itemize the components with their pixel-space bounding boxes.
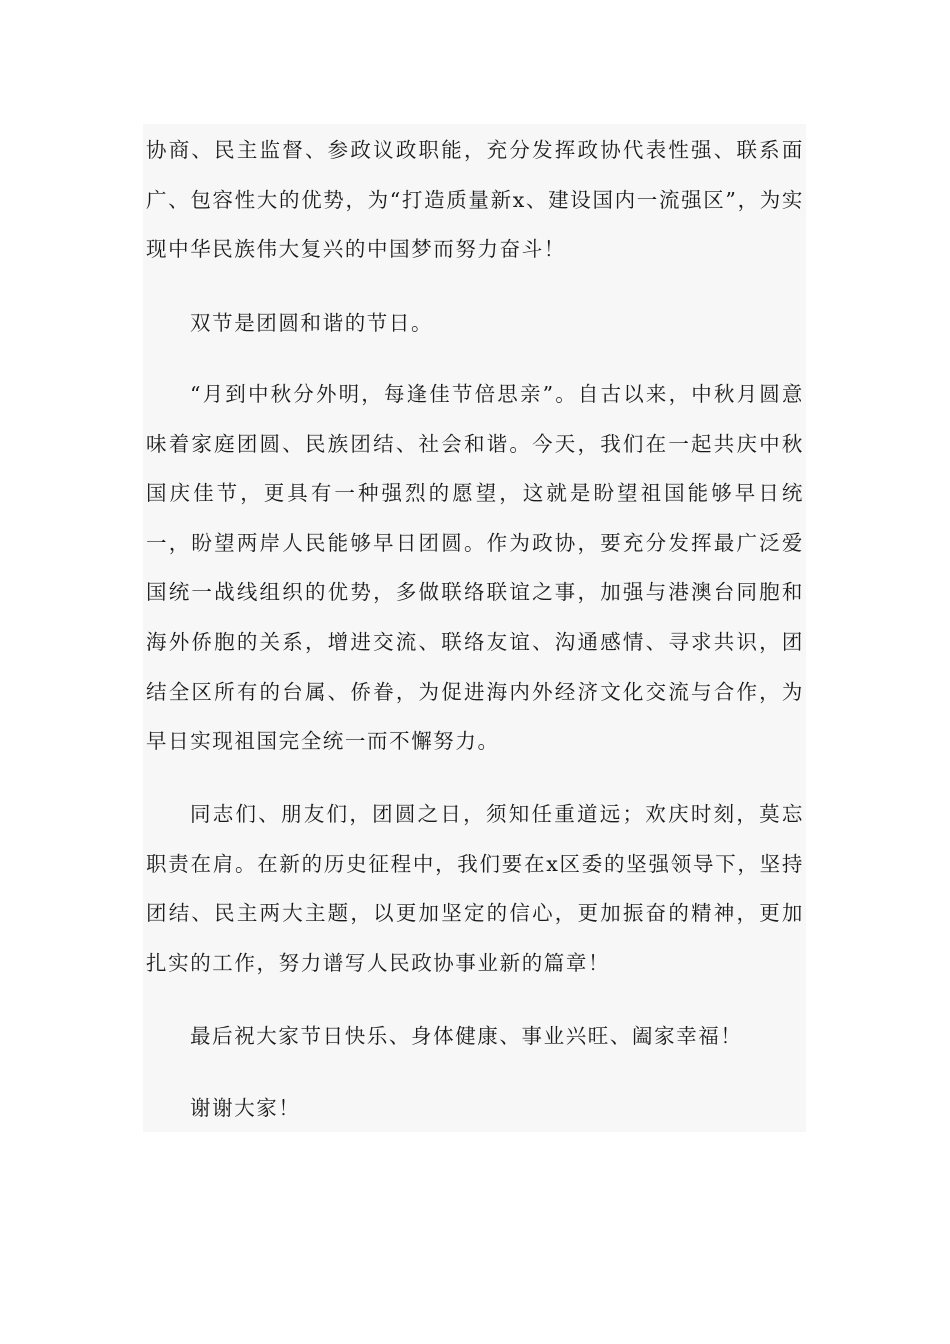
paragraph-mid-autumn: “月到中秋分外明，每逢佳节倍思亲”。自古以来，中秋月圆意味着家庭团圆、民族团结、社会和谐。今天，我们在一起共庆中秋国庆佳节，更具有一种强烈的愿望，这就是盼望祖国能够早日统一，盼望两岸人民能够早日团圆。作为政协，要充分发挥最广泛爱国统一战线组织的优势，多做联络联谊之事，加强与港澳台同胞和海外侨胞的关系，增进交流、联络友谊、沟通感情、寻求共识，团结全区所有的台属、侨眷，为促进海内外经济文化交流与合作，为早日实现祖国完全统一而不懈努力。 bbox=[146, 382, 804, 754]
paragraph-continuation: 协商、民主监督、参政议政职能，充分发挥政协代表性强、联系面广、包容性大的优势，为“打造质量新x、建设国内一流强区”，为实现中华民族伟大复兴的中国梦而努力奋斗！ bbox=[146, 138, 804, 262]
paragraph-thanks: 谢谢大家！ bbox=[190, 1096, 301, 1120]
paragraph-wishes: 最后祝大家节日快乐、身体健康、事业兴旺、阖家幸福！ bbox=[190, 1024, 743, 1048]
paragraph-comrades: 同志们、朋友们，团圆之日，须知任重道远；欢庆时刻，莫忘职责在肩。在新的历史征程中，我们要在x区委的坚强领导下，坚持团结、民主两大主题，以更加坚定的信心，更加振奋的精神，更加扎实的工作，努力谱写人民政协事业新的篇章！ bbox=[146, 802, 804, 975]
document-body bbox=[143, 124, 806, 1132]
paragraph-festival-harmony: 双节是团圆和谐的节日。 bbox=[190, 311, 434, 335]
